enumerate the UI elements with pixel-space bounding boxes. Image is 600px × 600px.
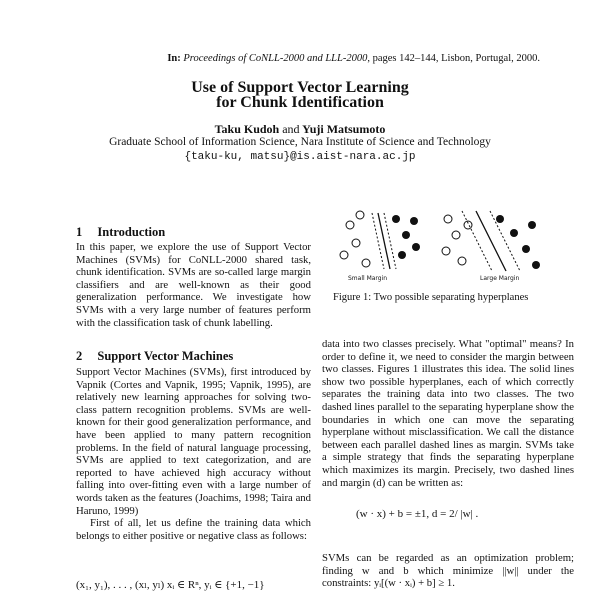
negative-point <box>362 259 370 267</box>
negative-point <box>340 251 348 259</box>
paper-title-line1: Use of Support Vector Learning <box>191 79 409 96</box>
negative-point <box>346 221 354 229</box>
positive-point <box>510 229 518 237</box>
margin-line <box>490 211 520 271</box>
positive-point <box>528 221 536 229</box>
training-data-sequence: (x₁, y₁), . . . , (xₗ, yₗ) xᵢ ∈ Rⁿ, yᵢ ∈ {+1, −1} <box>76 579 265 591</box>
margin-line <box>372 213 384 269</box>
positive-point <box>532 261 540 269</box>
positive-point <box>392 215 400 223</box>
margin-equation: (w · x) + b = ±1, d = 2/ |w| . <box>356 508 479 520</box>
figure-caption: Figure 1: Two possible separating hyperplanes <box>333 292 529 303</box>
section2-body <box>76 366 311 542</box>
section1-number: 1 <box>76 225 83 239</box>
paper-title-line2: for Chunk Identification <box>216 94 384 111</box>
section2-number: 2 <box>76 349 83 363</box>
positive-point <box>402 231 410 239</box>
author-line <box>0 122 600 137</box>
section2-title: Support Vector Machines <box>97 349 234 363</box>
hyperplane <box>378 213 390 269</box>
negative-point <box>458 257 466 265</box>
positive-point <box>410 217 418 225</box>
right-paragraph1: data into two classes precisely. What "optimal" means? In order to define it, we need to consider the margin between two classes. Figures 1 illustrates this idea. The solid lines show two possible hyperplanes, each of which correctly separates the training data into two classes. The two dashed lines parallel to the separating hyperplane show the boundaries in which one can move the separating hyperplane without misclassification. We call the distance between each parallel dashed lines as margin. SVMs take a simple strategy that finds the separating hyperplane which maximizes its margin. Precisely, two dashed lines and margin (d) can be written as: <box>322 338 574 489</box>
large-margin-label: Large Margin <box>480 275 520 282</box>
right-column-text <box>322 338 574 489</box>
positive-point <box>412 243 420 251</box>
right-column-text2 <box>322 552 574 590</box>
author-and: and <box>282 122 300 136</box>
small-margin-panel <box>340 211 420 282</box>
section2-paragraph2: First of all, let us define the training data which belongs to either positive or negative class as follows: <box>76 517 311 542</box>
positive-point <box>398 251 406 259</box>
citation-rest: , pages 142–144, Lisbon, Portugal, 2000. <box>367 53 540 64</box>
author-second: Yuji Matsumoto <box>302 122 386 136</box>
negative-point <box>442 247 450 255</box>
section1-body <box>76 241 311 329</box>
figure-hyperplanes <box>330 205 580 285</box>
author-first: Taku Kudoh <box>214 122 280 136</box>
section2-paragraph1: Support Vector Machines (SVMs), first introduced by Vapnik (Cortes and Vapnik, 1995; Vapnik, 1995), are relatively new learning approaches for solving two-class pattern recognition problems. SVMs are well-known for their good generalization performance, and have been applied to many pattern recognition problems. In the field of natural language processing, SVMs are applied to text categorization, and are reported to have achieved high accuracy without falling into over-fitting even with a large number of words taken as the features (Joachims, 1998; Taira and Haruno, 1999) <box>76 366 311 517</box>
right-paragraph2: SVMs can be regarded as an optimization problem; finding w and b which minimize ||w|| under the constraints: yᵢ[(w · xᵢ) + b] ≥ 1. <box>322 552 574 590</box>
small-margin-label: Small Margin <box>348 275 388 282</box>
positive-point <box>522 245 530 253</box>
positive-point <box>496 215 504 223</box>
negative-point <box>356 211 364 219</box>
citation-header <box>60 53 540 64</box>
affiliation: Graduate School of Information Science, Nara Institute of Science and Technology <box>109 136 491 148</box>
citation-prefix: In: <box>167 53 181 64</box>
section2-heading <box>76 349 233 364</box>
citation-venue: Proceedings of CoNLL-2000 and LLL-2000 <box>183 53 368 64</box>
section1-title: Introduction <box>97 225 166 239</box>
negative-point <box>444 215 452 223</box>
section1-heading <box>76 225 165 240</box>
large-margin-panel <box>442 211 540 282</box>
negative-point <box>452 231 460 239</box>
margin-line <box>462 211 492 271</box>
negative-point <box>352 239 360 247</box>
email: {taku-ku, matsu}@is.aist-nara.ac.jp <box>184 151 416 163</box>
section1-paragraph: In this paper, we explore the use of Support Vector Machines (SVMs) for CoNLL-2000 shared task, chunk identification. SVMs are so-called large margin classifiers and are well-known as their good generalization performance. We investigate how SVMs with a very large number of features perform with the classification task of chunk labelling. <box>76 241 311 329</box>
